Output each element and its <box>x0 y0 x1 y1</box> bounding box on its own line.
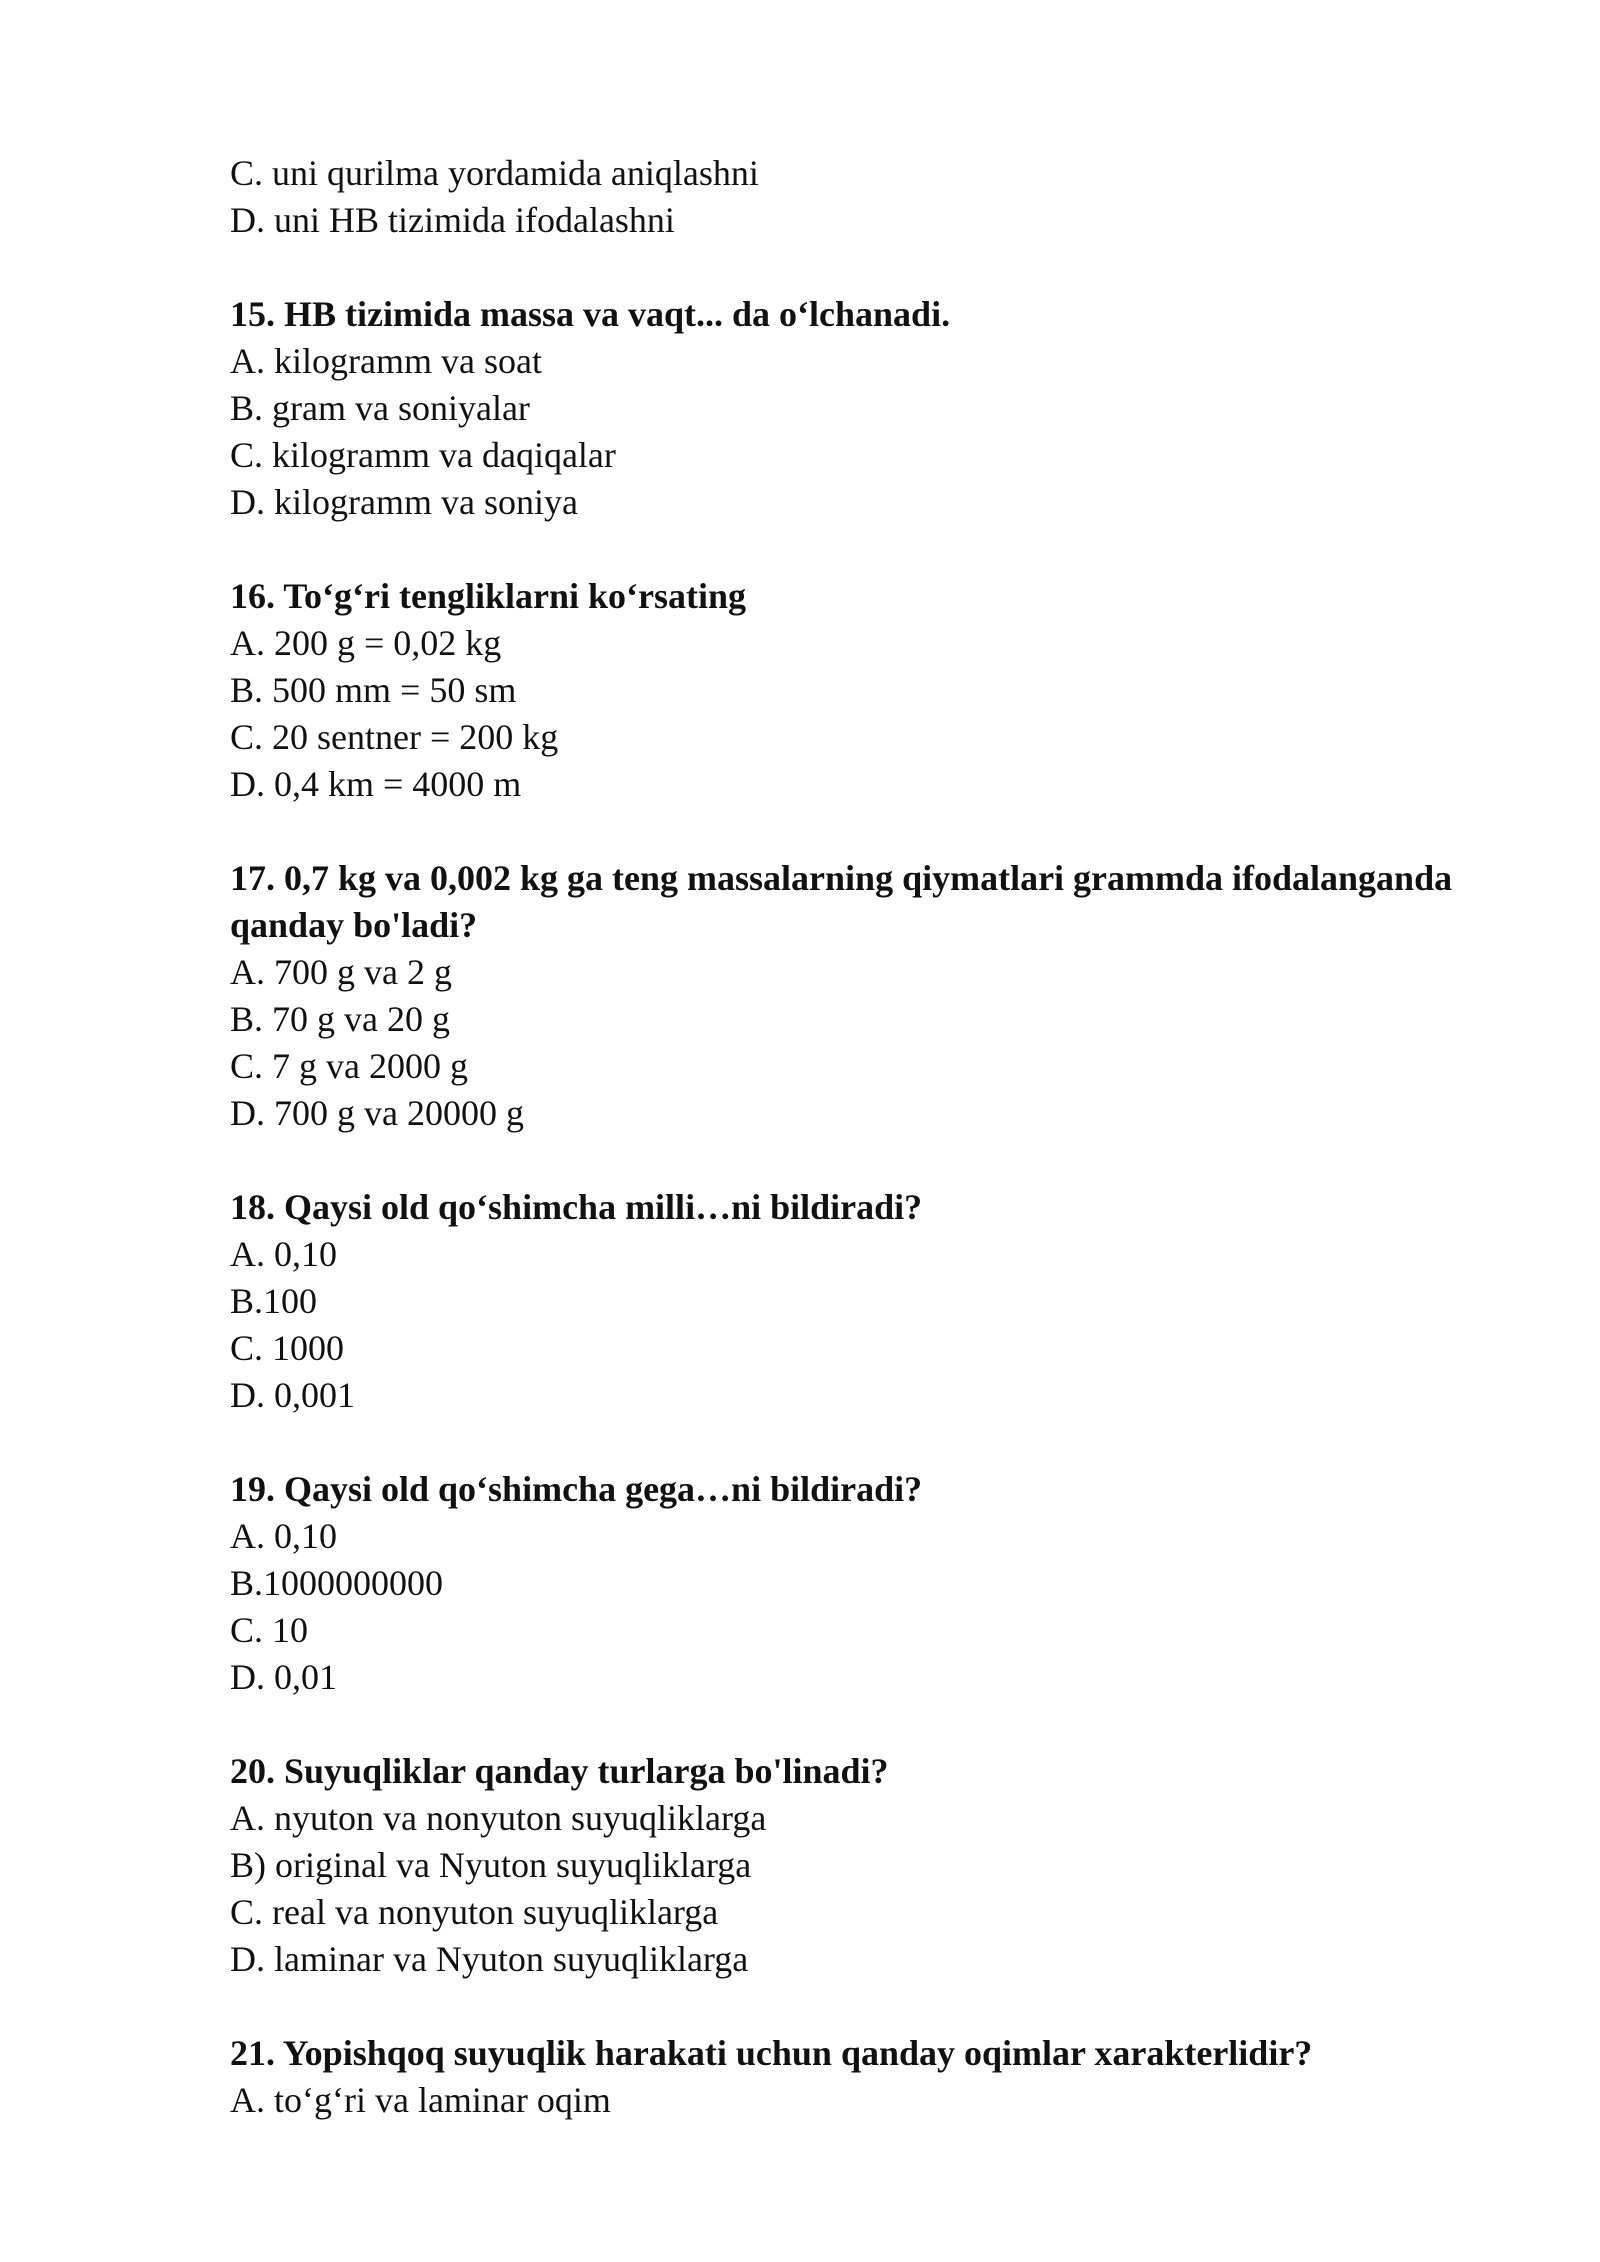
option-line: C. real va nonyuton suyuqliklarga <box>230 1892 719 1932</box>
option-line: A. 0,10 <box>230 1234 337 1274</box>
question-20 <box>230 1748 1530 1983</box>
option-line: A. 200 g = 0,02 kg <box>230 623 502 663</box>
question-21 <box>230 2030 1530 2124</box>
option-line: D. 700 g va 20000 g <box>230 1093 524 1133</box>
option-line: B.1000000000 <box>230 1563 444 1603</box>
question-title: 15. HB tizimida massa va vaqt... da o‘lchanadi. <box>230 294 951 334</box>
option-line: B.100 <box>230 1281 318 1321</box>
spacer <box>230 1701 1530 1748</box>
question-title-line-1: 17. 0,7 kg va 0,002 kg ga teng massalarning qiymatlari grammda ifodalanganda <box>230 858 1453 898</box>
option-line: B. 70 g va 20 g <box>230 999 450 1039</box>
option-line: A. 700 g va 2 g <box>230 952 452 992</box>
option-line: C. uni qurilma yordamida aniqlashni <box>230 153 759 193</box>
question-17 <box>230 855 1530 1137</box>
spacer <box>230 526 1530 573</box>
question-title: 18. Qaysi old qo‘shimcha milli…ni bildiradi? <box>230 1187 923 1227</box>
option-line: A. to‘g‘ri va laminar oqim <box>230 2080 611 2120</box>
option-line: D. 0,4 km = 4000 m <box>230 764 522 804</box>
option-line: D. laminar va Nyuton suyuqliklarga <box>230 1939 749 1979</box>
option-line: D. 0,01 <box>230 1657 337 1697</box>
spacer <box>230 1983 1530 2030</box>
question-title: 20. Suyuqliklar qanday turlarga bo'linadi? <box>230 1751 889 1791</box>
option-line: B. 500 mm = 50 sm <box>230 670 517 710</box>
question-15 <box>230 291 1530 526</box>
option-line: A. nyuton va nonyuton suyuqliklarga <box>230 1798 767 1838</box>
question-title: 21. Yopishqoq suyuqlik harakati uchun qanday oqimlar xarakterlidir? <box>230 2033 1313 2073</box>
option-line: C. 7 g va 2000 g <box>230 1046 468 1086</box>
question-19 <box>230 1466 1530 1701</box>
option-line: A. 0,10 <box>230 1516 337 1556</box>
option-line: D. kilogramm va soniya <box>230 482 578 522</box>
lead-options <box>230 150 1530 244</box>
option-line: D. uni HB tizimida ifodalashni <box>230 200 675 240</box>
option-line: A. kilogramm va soat <box>230 341 542 381</box>
question-title: 16. To‘g‘ri tengliklarni ko‘rsating <box>230 576 747 616</box>
question-title-line-2: qanday bo'ladi? <box>230 905 478 945</box>
question-18 <box>230 1184 1530 1419</box>
spacer <box>230 808 1530 855</box>
document-page <box>230 150 1530 2124</box>
spacer <box>230 1419 1530 1466</box>
spacer <box>230 1137 1530 1184</box>
option-line: C. 20 sentner = 200 kg <box>230 717 559 757</box>
option-line: C. 10 <box>230 1610 309 1650</box>
option-line: C. 1000 <box>230 1328 345 1368</box>
option-line: D. 0,001 <box>230 1375 355 1415</box>
spacer <box>230 244 1530 291</box>
option-line: B) original va Nyuton suyuqliklarga <box>230 1845 752 1885</box>
option-line: C. kilogramm va daqiqalar <box>230 435 616 475</box>
question-16 <box>230 573 1530 808</box>
question-title: 19. Qaysi old qo‘shimcha gega…ni bildiradi? <box>230 1469 923 1509</box>
option-line: B. gram va soniyalar <box>230 388 530 428</box>
